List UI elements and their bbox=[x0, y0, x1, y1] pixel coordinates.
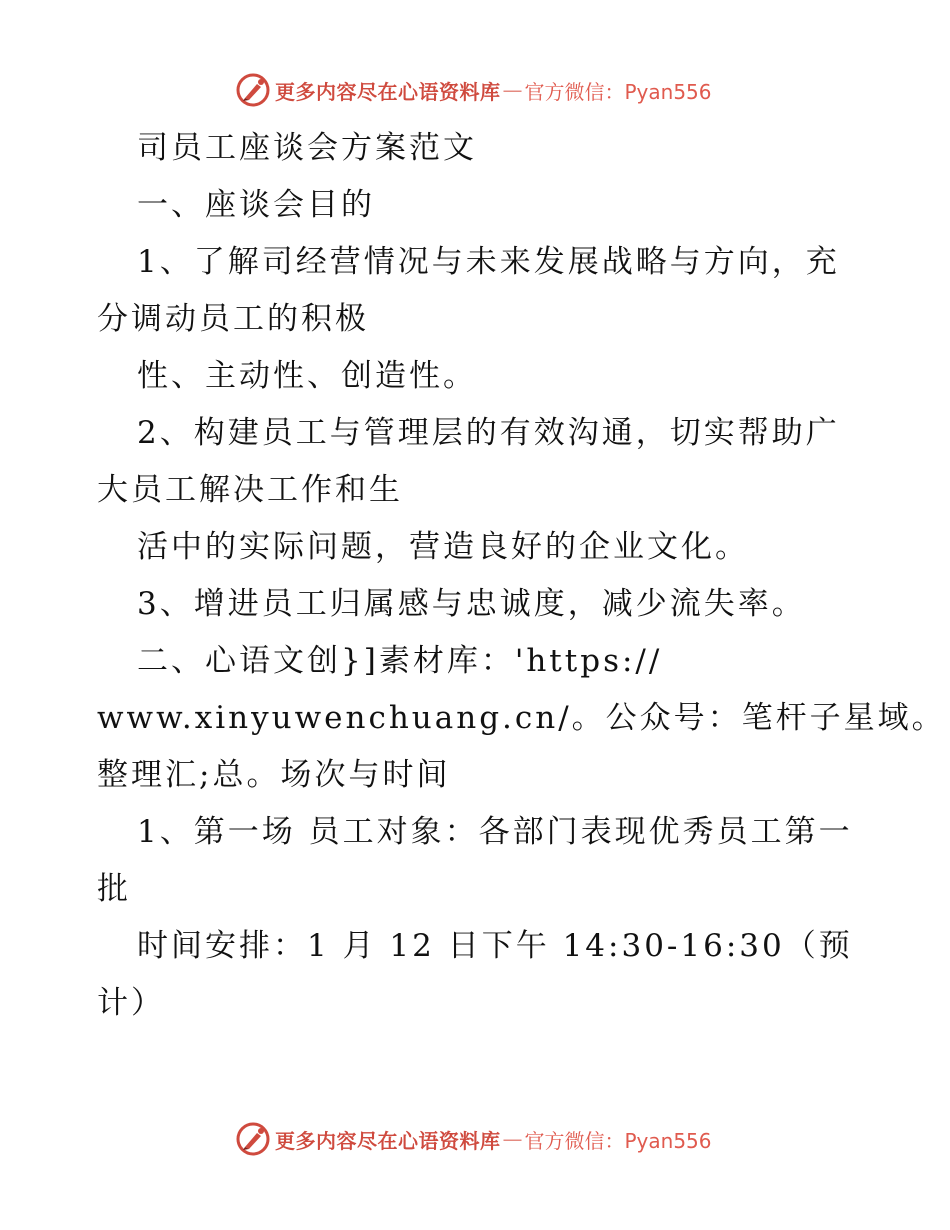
paragraph-line: www.xinyuwenchuang.cn/。公众号：笔杆子星域。 bbox=[97, 700, 946, 736]
header-watermark bbox=[235, 72, 712, 108]
pen-logo-icon bbox=[235, 72, 271, 108]
document-body bbox=[97, 120, 946, 1032]
watermark-contact: 官方微信：Pyan556 bbox=[524, 1128, 712, 1153]
pen-logo-icon bbox=[235, 1121, 271, 1157]
paragraph-line: 性、主动性、创造性。 bbox=[137, 358, 477, 394]
watermark-text: 更多内容尽在心语资料库 bbox=[275, 79, 501, 104]
paragraph-line: 计） bbox=[97, 985, 165, 1021]
watermark-contact: 官方微信：Pyan556 bbox=[524, 79, 712, 104]
paragraph-line: 分调动员工的积极 bbox=[97, 301, 369, 337]
paragraph-line: 时间安排：1 月 12 日下午 14:30-16:30（预 bbox=[137, 928, 853, 964]
paragraph-line: 1、了解司经营情况与未来发展战略与方向，充 bbox=[137, 244, 840, 280]
paragraph-line: 1、第一场 员工对象：各部门表现优秀员工第一 bbox=[137, 814, 853, 850]
watermark-text: 更多内容尽在心语资料库 bbox=[275, 1128, 501, 1153]
paragraph-line: 活中的实际问题，营造良好的企业文化。 bbox=[137, 529, 749, 565]
paragraph-line: 3、增进员工归属感与忠诚度，减少流失率。 bbox=[137, 586, 806, 622]
paragraph-line: 2、构建员工与管理层的有效沟通，切实帮助广 bbox=[137, 415, 840, 451]
document-title: 司员工座谈会方案范文 bbox=[137, 130, 477, 166]
section-heading-purpose: 一、座谈会目的 bbox=[137, 187, 375, 223]
section-heading-schedule: 二、心语文创}]素材库：'https:// bbox=[137, 643, 663, 679]
watermark-dash: — bbox=[502, 78, 523, 102]
paragraph-line: 批 bbox=[97, 871, 131, 907]
paragraph-line: 大员工解决工作和生 bbox=[97, 472, 403, 508]
paragraph-line: 整理汇;总。场次与时间 bbox=[97, 757, 451, 793]
footer-watermark bbox=[235, 1121, 712, 1157]
watermark-dash: — bbox=[502, 1127, 523, 1151]
